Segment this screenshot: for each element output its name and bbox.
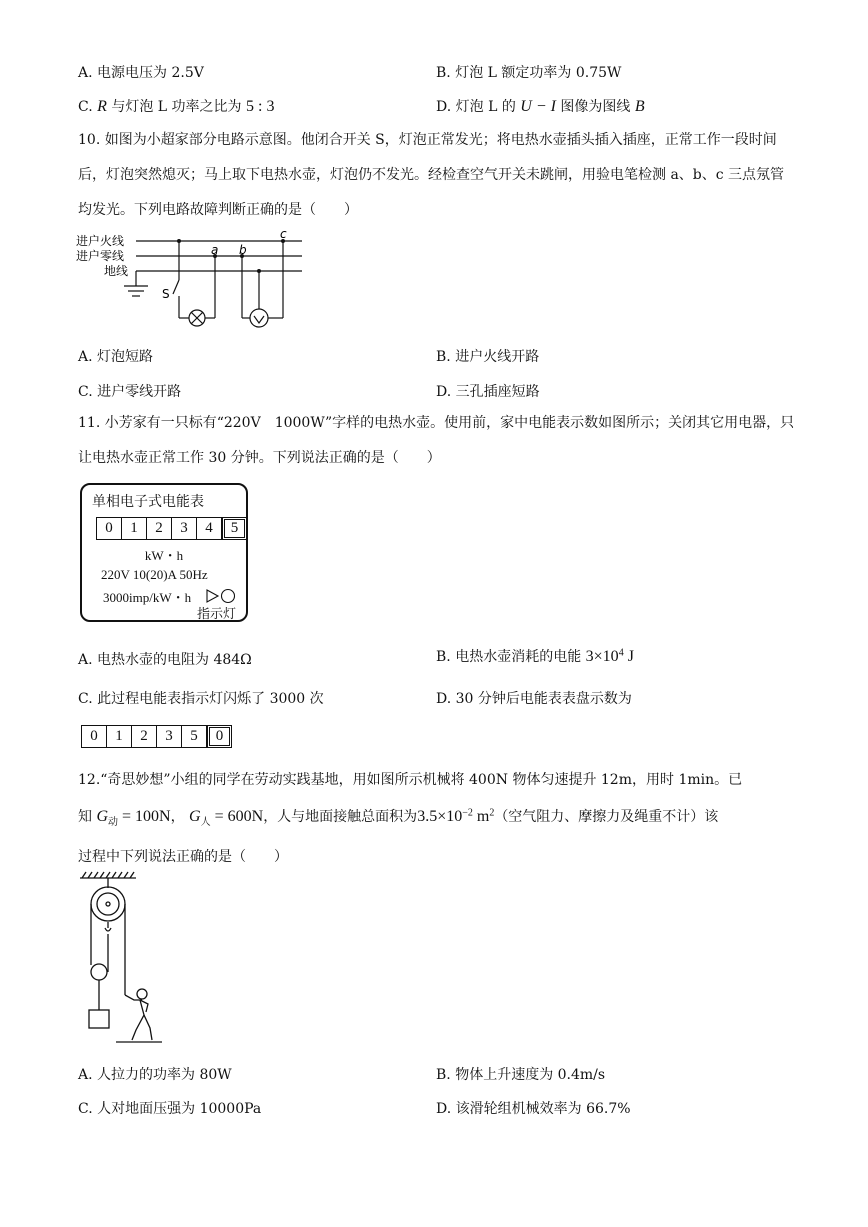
answer-digit: 3 — [156, 725, 182, 748]
q11-energy-exponent: 4 — [618, 647, 624, 659]
meter-imp: 3000imp/kW・h — [103, 590, 192, 605]
q11-stem: 11. 小芳家有一只标有“220V 1000W”字样的电热水壶。使用前，家中电能表示数如图所示；关闭其它用电器，只让电热水壶正常工作 30 分钟。下列说法正确的是（ ） — [78, 415, 795, 466]
q9-option-a: A. 电源电压为 2.5V — [78, 65, 204, 81]
q12-stem-line2: 知 $G_动 = 100N$， $G_人 = 600N$，人与地面接触总面积为$3.5\times 10^{-2}$ $m^2$（空气阻力、摩擦力及绳重不计）该 — [78, 807, 719, 828]
label-neutral: 进户零线 — [76, 249, 125, 263]
meter-digits — [97, 517, 247, 540]
q12-area-exponent: −2 — [462, 807, 473, 819]
meter-digit: 4 — [196, 517, 222, 540]
q11-option-b — [436, 646, 634, 666]
meter-digit: 1 — [121, 517, 147, 540]
answer-digit: 2 — [131, 725, 157, 748]
q9-option-d — [436, 96, 645, 116]
meter-digit-decimal: 5 — [222, 517, 247, 540]
q12-g-dong-value: = 100N — [118, 808, 171, 825]
q12-g-dong: G — [96, 808, 109, 825]
label-switch: S — [162, 287, 170, 301]
q9-option-d-text: 图像为图线 — [560, 99, 631, 115]
q10-option-d: D. 三孔插座短路 — [436, 384, 540, 400]
q10-option-b: B. 进户火线开路 — [436, 349, 540, 365]
q11-option-d: D. 30 分钟后电能表表盘示数为 — [436, 691, 632, 707]
q12-option-c: C. 人对地面压强为 10000Pa — [78, 1101, 262, 1117]
answer-digit: 0 — [81, 725, 107, 748]
meter-unit: kW・h — [144, 548, 184, 563]
q10-stem: 10. 如图为小超家部分电路示意图。他闭合开关 S，灯泡正常发光；将电热水壶插头插入插座，正常工作一段时间后，灯泡突然熄灭；马上取下电热水壶，灯泡仍不发光。经检查空气开关未跳闸，用验电笔检测 a、b、c 三点氖管均发光。下列电路故障判断正确的是（ ） — [78, 132, 785, 218]
q9-option-c-prefix: C. — [78, 99, 93, 115]
q12-g-ren: G — [189, 808, 201, 825]
q11-option-a: A. 电热水壶的电阻为 484Ω — [78, 652, 252, 668]
q12-option-d: D. 该滑轮组机械效率为 66.7% — [436, 1101, 631, 1117]
label-a: a — [211, 243, 219, 257]
q10-option-a: A. 灯泡短路 — [78, 349, 154, 365]
socket-icon — [250, 309, 268, 327]
label-b: b — [239, 243, 247, 257]
q9-symbol-r: R — [97, 98, 107, 115]
q11-option-b-text: B. 电热水壶消耗的电能 — [436, 649, 582, 665]
q9-option-d-prefix: D. 灯泡 L 的 — [436, 99, 516, 115]
q9-symbol-ui: U − I — [520, 98, 556, 115]
label-live: 进户火线 — [76, 234, 125, 248]
q11-option-c: C. 此过程电能表指示灯闪烁了 3000 次 — [78, 691, 324, 707]
meter-digit: 0 — [96, 517, 122, 540]
q12-mid-text: ，人与地面接触总面积为 — [263, 809, 418, 825]
q9-option-c-text: 与灯泡 L 功率之比为 — [106, 99, 242, 115]
q11-energy-value: 3×10 — [585, 648, 619, 665]
meter-digit: 3 — [171, 517, 197, 540]
meter-title: 单相电子式电能表 — [92, 494, 204, 510]
label-ground: 地线 — [104, 264, 129, 278]
q9-ratio: 5 : 3 — [246, 98, 275, 115]
q10-circuit-diagram — [76, 228, 306, 328]
answer-digit: 1 — [106, 725, 132, 748]
q9-symbol-b: B — [634, 98, 645, 115]
q11-energy-unit: J — [623, 648, 634, 665]
meter-spec: 220V 10(20)A 50Hz — [101, 567, 208, 582]
q12-option-a: A. 人拉力的功率为 80W — [78, 1067, 232, 1083]
meter-indicator-label: 指示灯 — [197, 607, 237, 622]
answer-digit: 5 — [181, 725, 207, 748]
answer-digit-decimal: 0 — [207, 725, 232, 748]
q12-g-ren-sub: 人 — [200, 816, 211, 828]
q9-option-b: B. 灯泡 L 额定功率为 0.75W — [436, 65, 622, 81]
q10-option-c: C. 进户零线开路 — [78, 384, 182, 400]
q12-stem-line1: 12.“奇思妙想”小组的同学在劳动实践基地，用如图所示机械将 400N 物体匀速提升 12m，用时 1min。已 — [78, 772, 743, 788]
q12-area-value: 3.5×10 — [417, 808, 463, 825]
q12-area-unit: m — [472, 808, 490, 825]
indicator-light-icon — [206, 588, 244, 604]
q12-suffix-text: （空气阻力、摩擦力及绳重不计）该 — [494, 809, 719, 825]
electric-meter — [80, 483, 248, 622]
q12-g-dong-sub: 动 — [108, 816, 119, 828]
pulley-diagram — [76, 870, 166, 1050]
label-c: c — [280, 228, 287, 241]
q12-g-ren-value: = 600N — [210, 808, 264, 825]
q9-option-c — [78, 96, 274, 116]
q11-answer-digits — [82, 725, 232, 748]
q12-option-b: B. 物体上升速度为 0.4m/s — [436, 1067, 606, 1083]
q12-area-unit-exponent: 2 — [489, 807, 495, 819]
meter-digit: 2 — [146, 517, 172, 540]
q12-prefix: 知 — [78, 809, 92, 825]
q12-stem-line3: 过程中下列说法正确的是（ ） — [78, 849, 288, 865]
